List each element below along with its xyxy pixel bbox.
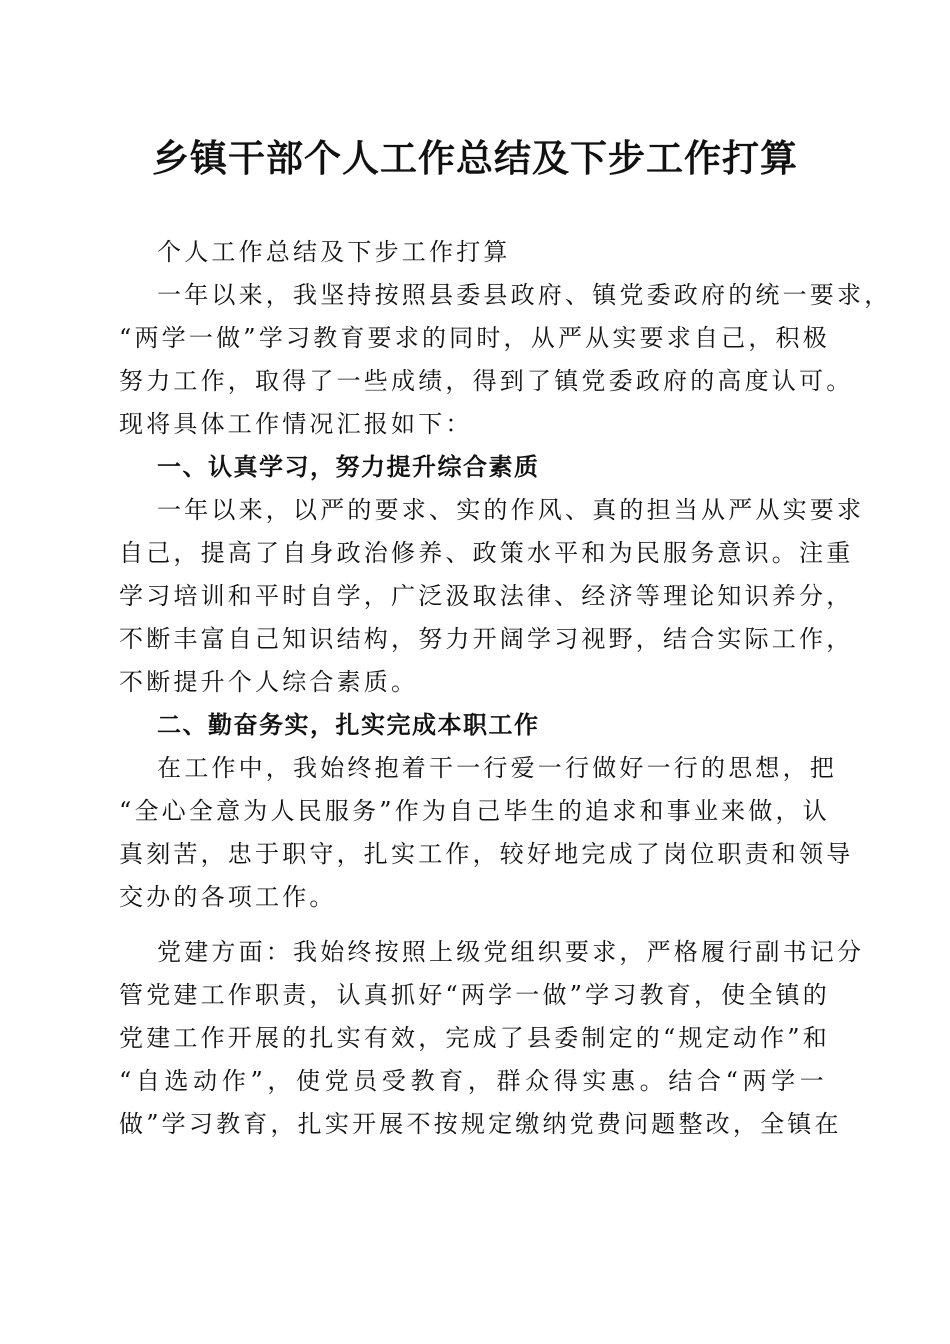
section-heading-2: 二、勤奋务实，扎实完成本职工作 <box>157 711 540 739</box>
document-title: 乡镇干部个人工作总结及下步工作打算 <box>152 137 798 180</box>
intro-line-1: 一年以来，我坚持按照县委县政府、镇党委政府的统一要求， <box>157 281 892 309</box>
section-1-line-3: 学习培训和平时自学，广泛汲取法律、经济等理论知识养分， <box>119 582 854 610</box>
section-1-line-2: 自己，提高了自身政治修养、政策水平和为民服务意识。注重 <box>119 539 854 567</box>
section-heading-1: 一、认真学习，努力提升综合素质 <box>157 453 540 481</box>
section-2-line-4: 交办的各项工作。 <box>119 883 337 911</box>
section-2-line-2: “全心全意为人民服务”作为自己毕生的追求和事业来做，认 <box>119 797 830 825</box>
section-1-line-1: 一年以来，以严的要求、实的作风、真的担当从严从实要求 <box>157 496 865 524</box>
section-2-paragraph <box>119 747 854 919</box>
intro-line-4: 现将具体工作情况汇报如下： <box>119 410 473 438</box>
subtitle-line: 个人工作总结及下步工作打算 <box>157 238 511 266</box>
party-building-line-1: 党建方面：我始终按照上级党组织要求，严格履行副书记分 <box>157 938 865 966</box>
intro-paragraph <box>119 274 892 446</box>
intro-line-2: “两学一做”学习教育要求的同时，从严从实要求自己，积极 <box>119 324 830 352</box>
section-1-line-4: 不断丰富自己知识结构，努力开阔学习视野，结合实际工作， <box>119 625 854 653</box>
party-building-line-5: 做”学习教育，扎实开展不按规定缴纳党费问题整改，全镇在 <box>119 1110 842 1138</box>
document-body <box>119 231 892 1146</box>
section-2-line-1: 在工作中，我始终抱着干一行爱一行做好一行的思想，把 <box>157 754 837 782</box>
party-building-paragraph <box>119 931 865 1146</box>
section-2-line-3: 真刻苦，忠于职守，扎实工作，较好地完成了岗位职责和领导 <box>119 840 854 868</box>
intro-line-3: 努力工作，取得了一些成绩，得到了镇党委政府的高度认可。 <box>119 367 854 395</box>
section-1-paragraph <box>119 489 865 704</box>
party-building-line-3: 党建工作开展的扎实有效，完成了县委制定的“规定动作”和 <box>119 1024 830 1052</box>
party-building-line-4: “自选动作”，使党员受教育，群众得实惠。结合“两学一 <box>119 1067 827 1095</box>
paragraph-gap <box>119 919 827 931</box>
section-1-line-5: 不断提升个人综合素质。 <box>119 668 419 696</box>
party-building-line-2: 管党建工作职责，认真抓好“两学一做”学习教育，使全镇的 <box>119 981 830 1009</box>
